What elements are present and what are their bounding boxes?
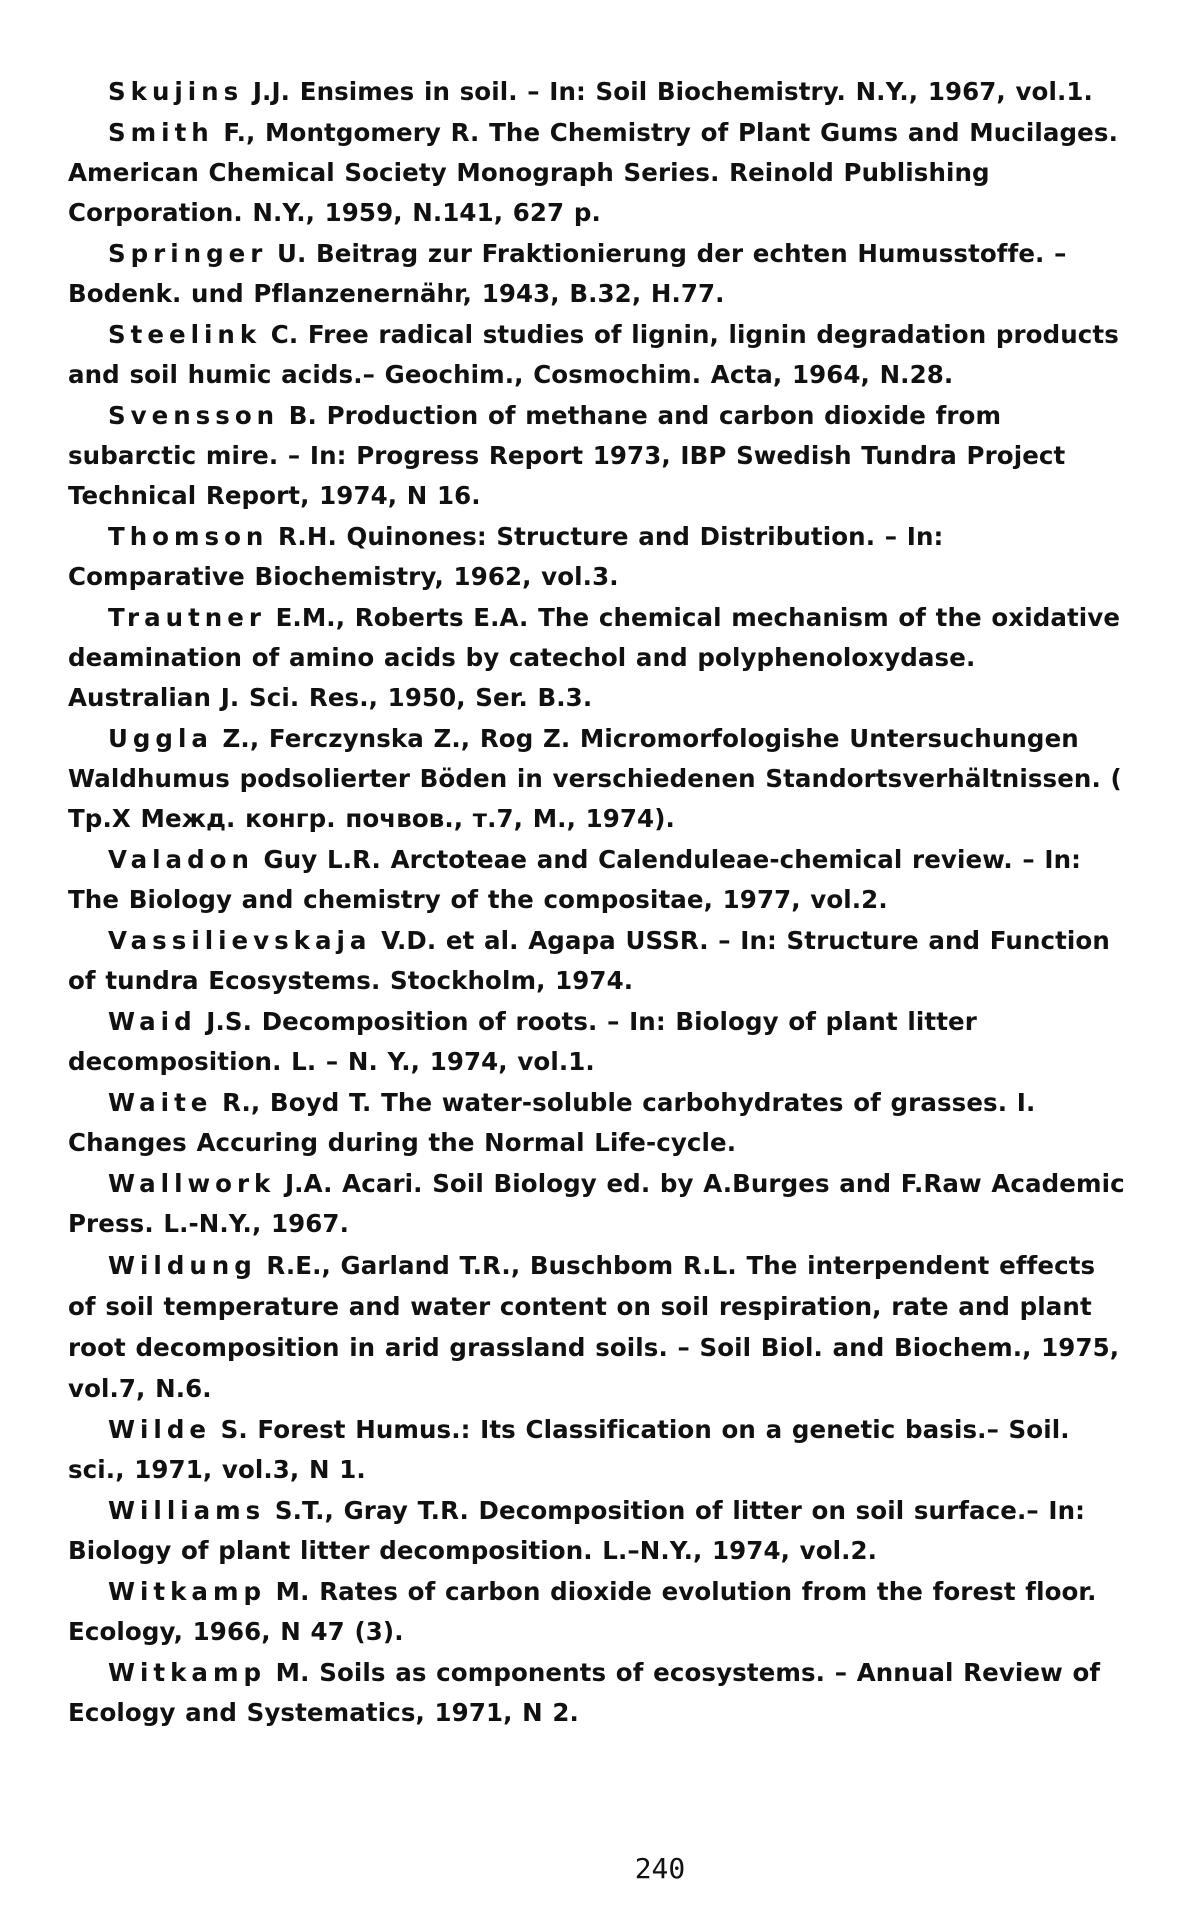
- reference-author: Skujins: [108, 77, 244, 106]
- reference-initials: M.: [275, 1658, 310, 1687]
- reference-text: et al. Agapa USSR. – In: Structure and Function of tundra Ecosystems. Stockholm, 1974.: [68, 926, 1110, 995]
- reference-entry: [68, 1491, 1128, 1571]
- reference-initials: S.: [220, 1415, 248, 1444]
- reference-text: Acari. Soil Biology ed. by A.Burges and F.Raw Academic Press. L.-N.Y., 1967.: [68, 1169, 1125, 1238]
- reference-author: Uggla: [108, 724, 213, 753]
- reference-initials: C.: [270, 320, 299, 349]
- reference-entry: [68, 72, 1128, 112]
- reference-initials: V.D.: [381, 926, 437, 955]
- reference-entry: [68, 921, 1128, 1001]
- reference-text: Forest Humus.: Its Classification on a genetic basis.– Soil. sci., 1971, vol.3, N 1.: [68, 1415, 1070, 1484]
- reference-initials: Guy L.R.: [263, 845, 381, 874]
- reference-entry: [68, 1083, 1128, 1163]
- reference-initials: J.J.: [252, 77, 291, 106]
- reference-entry: [68, 315, 1128, 395]
- reference-text: The chemical mechanism of the oxidative deamination of amino acids by catechol and polyphenoloxydase. Australian J. Sci. Res., 1950, Ser. B.3.: [68, 603, 1121, 712]
- reference-entry: [68, 598, 1128, 718]
- reference-author: Waid: [108, 1007, 197, 1036]
- reference-initials: E.M., Roberts E.A.: [275, 603, 529, 632]
- reference-author: Smith: [108, 118, 214, 147]
- reference-author: Waite: [108, 1088, 213, 1117]
- reference-author: Witkamp: [108, 1577, 267, 1606]
- reference-entry: [68, 1245, 1128, 1409]
- reference-entry: [68, 396, 1128, 516]
- reference-entry: [68, 1410, 1128, 1490]
- reference-entry: [68, 234, 1128, 314]
- reference-author: Vassilievskaja: [108, 926, 372, 955]
- reference-text: Arctoteae and Calenduleae-chemical review. – In: The Biology and chemistry of the compositae, 1977, vol.2.: [68, 845, 1082, 914]
- reference-initials: R.H.: [278, 522, 337, 551]
- reference-text: Soils as components of ecosystems. – Annual Review of Ecology and Systematics, 1971, N 2.: [68, 1658, 1101, 1727]
- reference-entry: [68, 113, 1128, 233]
- reference-text: Quinones: Structure and Distribution. – In: Comparative Biochemistry, 1962, vol.3.: [68, 522, 944, 591]
- reference-text: Ensimes in soil. – In: Soil Biochemistry. N.Y., 1967, vol.1.: [299, 77, 1093, 106]
- reference-author: Wallwork: [108, 1169, 276, 1198]
- reference-text: The interpendent effects of soil temperature and water content on soil respiration, rate and plant root decomposition in arid grassland soils. – Soil Biol. and Biochem., 1975, vol.7, N.6.: [68, 1251, 1120, 1403]
- reference-entry: [68, 1002, 1128, 1082]
- reference-author: Trautner: [108, 603, 266, 632]
- reference-initials: R.E., Garland T.R., Buschbom R.L.: [266, 1251, 737, 1280]
- reference-text: Production of methane and carbon dioxide from subarctic mire. – In: Progress Report 1973, IBP Swedish Tundra Project Technical Report, 1974, N 16.: [68, 401, 1066, 510]
- reference-entry: [68, 1572, 1128, 1652]
- reference-author: Witkamp: [108, 1658, 267, 1687]
- page-number: 240: [634, 1852, 686, 1885]
- reference-author: Svensson: [108, 401, 280, 430]
- reference-entry: [68, 1164, 1128, 1244]
- reference-entry: [68, 719, 1128, 839]
- reference-entry: [68, 840, 1128, 920]
- reference-initials: M.: [275, 1577, 310, 1606]
- reference-initials: J.A.: [284, 1169, 333, 1198]
- reference-text: Rates of carbon dioxide evolution from the forest floor. Ecology, 1966, N 47 (3).: [68, 1577, 1097, 1646]
- reference-initials: B.: [288, 401, 317, 430]
- reference-text: Micromorfologishe Untersuchungen Waldhumus podsolierter Böden in verschiedenen Standortsverhältnissen. ( Тр.X Межд. конгр. почвов., т.7, М., 1974).: [68, 724, 1122, 833]
- reference-text: The Chemistry of Plant Gums and Mucilages. American Chemical Society Monograph Series. Reinold Publishing Corporation. N.Y., 1959, N.141, 627 p.: [68, 118, 1118, 227]
- reference-text: Decomposition of roots. – In: Biology of plant litter decomposition. L. – N. Y., 1974, vol.1.: [68, 1007, 977, 1076]
- reference-text: The water-soluble carbohydrates of grasses. I. Changes Accuring during the Normal Life-cycle.: [68, 1088, 1036, 1157]
- reference-entry: [68, 517, 1128, 597]
- reference-initials: Z., Ferczynska Z., Rog Z.: [222, 724, 571, 753]
- reference-author: Valadon: [108, 845, 254, 874]
- reference-text: Free radical studies of lignin, lignin degradation products and soil humic acids.– Geochim., Cosmochim. Acta, 1964, N.28.: [68, 320, 1119, 389]
- reference-text: Decomposition of litter on soil surface.– In: Biology of plant litter decomposition. L.–N.Y., 1974, vol.2.: [68, 1496, 1086, 1565]
- reference-author: Wildung: [108, 1251, 257, 1280]
- reference-author: Springer: [108, 239, 268, 268]
- reference-author: Williams: [108, 1496, 266, 1525]
- reference-initials: U.: [276, 239, 307, 268]
- reference-initials: F., Montgomery R.: [223, 118, 480, 147]
- reference-initials: S.T., Gray T.R.: [274, 1496, 469, 1525]
- reference-text: Beitrag zur Fraktionierung der echten Humusstoffe. – Bodenk. und Pflanzenernähr, 1943, B.32, H.77.: [68, 239, 1067, 308]
- reference-list: [68, 72, 1128, 1734]
- reference-initials: R., Boyd T.: [222, 1088, 372, 1117]
- reference-author: Thomson: [108, 522, 269, 551]
- reference-author: Wilde: [108, 1415, 211, 1444]
- reference-initials: J.S.: [206, 1007, 253, 1036]
- reference-author: Steelink: [108, 320, 262, 349]
- reference-entry: [68, 1653, 1128, 1733]
